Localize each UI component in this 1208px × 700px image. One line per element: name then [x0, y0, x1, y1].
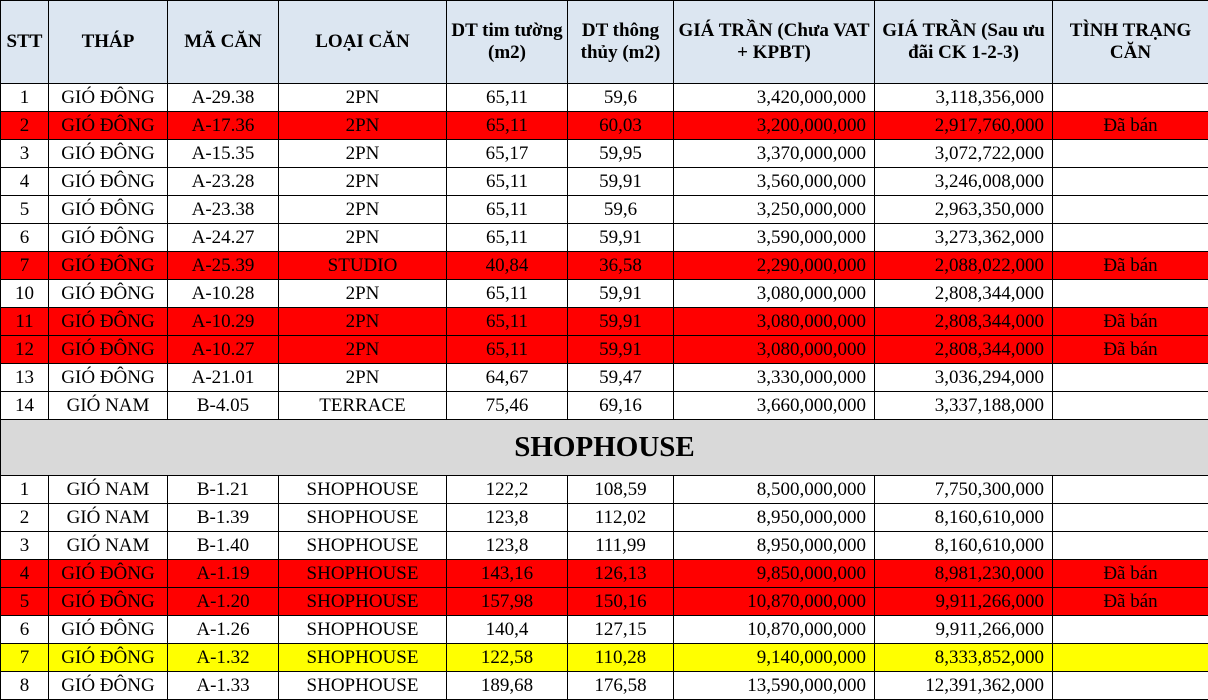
header-row — [1, 1, 1208, 84]
table-row — [1, 616, 1208, 644]
cell-tinh-trang — [1053, 504, 1208, 532]
cell-dt-thong-thuy: 59,47 — [568, 364, 674, 392]
cell-gia-tran: 3,080,000,000 — [674, 308, 875, 336]
cell-thap: GIÓ ĐÔNG — [49, 280, 168, 308]
cell-ma-can: A-25.39 — [168, 252, 279, 280]
cell-ma-can: A-1.32 — [168, 644, 279, 672]
table-row — [1, 280, 1208, 308]
cell-gia-sau-uu-dai: 3,246,008,000 — [875, 168, 1053, 196]
cell-thap: GIÓ ĐÔNG — [49, 616, 168, 644]
cell-thap: GIÓ ĐÔNG — [49, 308, 168, 336]
cell-dt-tim-tuong: 189,68 — [447, 672, 568, 700]
cell-stt: 13 — [1, 364, 49, 392]
cell-loai-can: 2PN — [279, 336, 447, 364]
cell-tinh-trang — [1053, 224, 1208, 252]
cell-stt: 3 — [1, 532, 49, 560]
cell-gia-sau-uu-dai: 3,118,356,000 — [875, 84, 1053, 112]
cell-dt-tim-tuong: 122,58 — [447, 644, 568, 672]
cell-gia-tran: 8,950,000,000 — [674, 504, 875, 532]
table-row — [1, 112, 1208, 140]
cell-ma-can: A-1.26 — [168, 616, 279, 644]
cell-thap: GIÓ ĐÔNG — [49, 112, 168, 140]
table-row — [1, 168, 1208, 196]
table-row — [1, 364, 1208, 392]
cell-ma-can: A-1.20 — [168, 588, 279, 616]
cell-loai-can: SHOPHOUSE — [279, 672, 447, 700]
cell-dt-tim-tuong: 65,11 — [447, 196, 568, 224]
cell-dt-tim-tuong: 40,84 — [447, 252, 568, 280]
cell-stt: 7 — [1, 644, 49, 672]
cell-ma-can: A-10.28 — [168, 280, 279, 308]
cell-stt: 4 — [1, 560, 49, 588]
cell-dt-thong-thuy: 112,02 — [568, 504, 674, 532]
table-row — [1, 392, 1208, 420]
cell-gia-tran: 3,250,000,000 — [674, 196, 875, 224]
cell-gia-tran: 3,370,000,000 — [674, 140, 875, 168]
cell-thap: GIÓ ĐÔNG — [49, 252, 168, 280]
cell-loai-can: 2PN — [279, 308, 447, 336]
shophouse-rows — [1, 476, 1208, 700]
cell-thap: GIÓ ĐÔNG — [49, 364, 168, 392]
cell-dt-tim-tuong: 65,11 — [447, 84, 568, 112]
header-dt-tim-tuong: DT tim tường (m2) — [447, 1, 568, 84]
cell-gia-tran: 9,140,000,000 — [674, 644, 875, 672]
cell-thap: GIÓ ĐÔNG — [49, 196, 168, 224]
cell-ma-can: B-1.39 — [168, 504, 279, 532]
cell-gia-sau-uu-dai: 7,750,300,000 — [875, 476, 1053, 504]
table-row — [1, 504, 1208, 532]
cell-loai-can: 2PN — [279, 280, 447, 308]
cell-tinh-trang — [1053, 364, 1208, 392]
cell-dt-tim-tuong: 123,8 — [447, 532, 568, 560]
cell-gia-tran: 3,080,000,000 — [674, 280, 875, 308]
table-row — [1, 252, 1208, 280]
cell-ma-can: A-1.19 — [168, 560, 279, 588]
table-row — [1, 84, 1208, 112]
cell-gia-tran: 10,870,000,000 — [674, 588, 875, 616]
cell-dt-thong-thuy: 59,91 — [568, 224, 674, 252]
cell-thap: GIÓ ĐÔNG — [49, 672, 168, 700]
cell-dt-tim-tuong: 65,11 — [447, 280, 568, 308]
cell-dt-tim-tuong: 75,46 — [447, 392, 568, 420]
cell-stt: 11 — [1, 308, 49, 336]
cell-dt-tim-tuong: 143,16 — [447, 560, 568, 588]
cell-tinh-trang — [1053, 280, 1208, 308]
cell-gia-sau-uu-dai: 2,808,344,000 — [875, 280, 1053, 308]
cell-tinh-trang: Đã bán — [1053, 588, 1208, 616]
cell-gia-tran: 3,080,000,000 — [674, 336, 875, 364]
cell-dt-thong-thuy: 110,28 — [568, 644, 674, 672]
cell-gia-sau-uu-dai: 9,911,266,000 — [875, 616, 1053, 644]
cell-stt: 8 — [1, 672, 49, 700]
cell-thap: GIÓ ĐÔNG — [49, 84, 168, 112]
cell-stt: 2 — [1, 112, 49, 140]
cell-thap: GIÓ ĐÔNG — [49, 336, 168, 364]
cell-dt-thong-thuy: 127,15 — [568, 616, 674, 644]
cell-tinh-trang: Đã bán — [1053, 112, 1208, 140]
cell-dt-tim-tuong: 65,11 — [447, 112, 568, 140]
cell-stt: 7 — [1, 252, 49, 280]
header-stt: STT — [1, 1, 49, 84]
cell-dt-tim-tuong: 65,11 — [447, 224, 568, 252]
cell-tinh-trang — [1053, 672, 1208, 700]
cell-dt-thong-thuy: 126,13 — [568, 560, 674, 588]
cell-loai-can: SHOPHOUSE — [279, 588, 447, 616]
cell-tinh-trang: Đã bán — [1053, 336, 1208, 364]
header-ma-can: MÃ CĂN — [168, 1, 279, 84]
cell-dt-thong-thuy: 59,91 — [568, 168, 674, 196]
cell-loai-can: TERRACE — [279, 392, 447, 420]
cell-stt: 1 — [1, 84, 49, 112]
cell-gia-tran: 10,870,000,000 — [674, 616, 875, 644]
cell-gia-tran: 3,420,000,000 — [674, 84, 875, 112]
cell-ma-can: B-4.05 — [168, 392, 279, 420]
cell-dt-thong-thuy: 176,58 — [568, 672, 674, 700]
cell-loai-can: 2PN — [279, 196, 447, 224]
cell-ma-can: B-1.21 — [168, 476, 279, 504]
cell-loai-can: 2PN — [279, 112, 447, 140]
cell-dt-tim-tuong: 65,17 — [447, 140, 568, 168]
cell-gia-sau-uu-dai: 3,337,188,000 — [875, 392, 1053, 420]
cell-thap: GIÓ NAM — [49, 504, 168, 532]
cell-dt-thong-thuy: 60,03 — [568, 112, 674, 140]
cell-gia-tran: 13,590,000,000 — [674, 672, 875, 700]
cell-ma-can: A-15.35 — [168, 140, 279, 168]
cell-dt-tim-tuong: 140,4 — [447, 616, 568, 644]
header-gia-tran: GIÁ TRẦN (Chưa VAT + KPBT) — [674, 1, 875, 84]
cell-gia-sau-uu-dai: 8,160,610,000 — [875, 504, 1053, 532]
header-loai-can: LOẠI CĂN — [279, 1, 447, 84]
cell-loai-can: 2PN — [279, 140, 447, 168]
header-tinh-trang: TÌNH TRẠNG CĂN — [1053, 1, 1208, 84]
cell-gia-sau-uu-dai: 3,273,362,000 — [875, 224, 1053, 252]
cell-gia-sau-uu-dai: 8,160,610,000 — [875, 532, 1053, 560]
cell-tinh-trang: Đã bán — [1053, 252, 1208, 280]
cell-gia-tran: 3,200,000,000 — [674, 112, 875, 140]
cell-gia-sau-uu-dai: 2,963,350,000 — [875, 196, 1053, 224]
cell-gia-tran: 8,950,000,000 — [674, 532, 875, 560]
cell-loai-can: 2PN — [279, 84, 447, 112]
cell-loai-can: SHOPHOUSE — [279, 616, 447, 644]
cell-stt: 2 — [1, 504, 49, 532]
cell-stt: 6 — [1, 224, 49, 252]
cell-ma-can: A-23.28 — [168, 168, 279, 196]
cell-thap: GIÓ NAM — [49, 532, 168, 560]
section-title: SHOPHOUSE — [1, 420, 1208, 476]
cell-dt-thong-thuy: 59,6 — [568, 196, 674, 224]
cell-tinh-trang — [1053, 392, 1208, 420]
cell-ma-can: A-29.38 — [168, 84, 279, 112]
cell-gia-sau-uu-dai: 2,808,344,000 — [875, 308, 1053, 336]
cell-stt: 5 — [1, 588, 49, 616]
table-row — [1, 308, 1208, 336]
cell-ma-can: B-1.40 — [168, 532, 279, 560]
cell-stt: 6 — [1, 616, 49, 644]
cell-gia-sau-uu-dai: 2,088,022,000 — [875, 252, 1053, 280]
table-row — [1, 476, 1208, 504]
cell-tinh-trang — [1053, 196, 1208, 224]
cell-dt-tim-tuong: 65,11 — [447, 336, 568, 364]
cell-tinh-trang — [1053, 644, 1208, 672]
cell-gia-sau-uu-dai: 9,911,266,000 — [875, 588, 1053, 616]
cell-dt-tim-tuong: 64,67 — [447, 364, 568, 392]
cell-stt: 5 — [1, 196, 49, 224]
cell-thap: GIÓ ĐÔNG — [49, 560, 168, 588]
cell-gia-tran: 3,560,000,000 — [674, 168, 875, 196]
cell-tinh-trang — [1053, 84, 1208, 112]
cell-stt: 14 — [1, 392, 49, 420]
cell-loai-can: SHOPHOUSE — [279, 644, 447, 672]
cell-ma-can: A-21.01 — [168, 364, 279, 392]
cell-thap: GIÓ ĐÔNG — [49, 140, 168, 168]
section-shophouse — [1, 420, 1208, 476]
cell-loai-can: 2PN — [279, 168, 447, 196]
cell-gia-tran: 3,660,000,000 — [674, 392, 875, 420]
cell-tinh-trang — [1053, 140, 1208, 168]
cell-loai-can: SHOPHOUSE — [279, 560, 447, 588]
cell-dt-thong-thuy: 59,91 — [568, 336, 674, 364]
cell-ma-can: A-17.36 — [168, 112, 279, 140]
cell-tinh-trang — [1053, 476, 1208, 504]
cell-thap: GIÓ NAM — [49, 476, 168, 504]
cell-tinh-trang — [1053, 532, 1208, 560]
table-row — [1, 560, 1208, 588]
table-row — [1, 672, 1208, 700]
cell-thap: GIÓ ĐÔNG — [49, 224, 168, 252]
header-thap: THÁP — [49, 1, 168, 84]
cell-gia-sau-uu-dai: 12,391,362,000 — [875, 672, 1053, 700]
table-row — [1, 140, 1208, 168]
cell-dt-tim-tuong: 65,11 — [447, 308, 568, 336]
table-row — [1, 644, 1208, 672]
table-row — [1, 196, 1208, 224]
section-row — [1, 420, 1208, 476]
cell-thap: GIÓ ĐÔNG — [49, 644, 168, 672]
cell-tinh-trang: Đã bán — [1053, 308, 1208, 336]
cell-gia-sau-uu-dai: 3,036,294,000 — [875, 364, 1053, 392]
cell-thap: GIÓ NAM — [49, 392, 168, 420]
apartment-rows — [1, 84, 1208, 420]
cell-gia-tran: 2,290,000,000 — [674, 252, 875, 280]
cell-ma-can: A-24.27 — [168, 224, 279, 252]
cell-dt-thong-thuy: 59,6 — [568, 84, 674, 112]
cell-tinh-trang — [1053, 168, 1208, 196]
cell-stt: 1 — [1, 476, 49, 504]
table-row — [1, 224, 1208, 252]
cell-ma-can: A-10.27 — [168, 336, 279, 364]
cell-loai-can: 2PN — [279, 224, 447, 252]
cell-gia-tran: 8,500,000,000 — [674, 476, 875, 504]
table-row — [1, 336, 1208, 364]
cell-stt: 4 — [1, 168, 49, 196]
cell-ma-can: A-1.33 — [168, 672, 279, 700]
cell-gia-sau-uu-dai: 8,333,852,000 — [875, 644, 1053, 672]
header-dt-thong-thuy: DT thông thủy (m2) — [568, 1, 674, 84]
cell-stt: 12 — [1, 336, 49, 364]
cell-loai-can: 2PN — [279, 364, 447, 392]
cell-dt-tim-tuong: 157,98 — [447, 588, 568, 616]
cell-loai-can: STUDIO — [279, 252, 447, 280]
cell-gia-sau-uu-dai: 2,808,344,000 — [875, 336, 1053, 364]
cell-thap: GIÓ ĐÔNG — [49, 588, 168, 616]
cell-dt-thong-thuy: 36,58 — [568, 252, 674, 280]
header-gia-sau-uu-dai: GIÁ TRẦN (Sau ưu đãi CK 1-2-3) — [875, 1, 1053, 84]
cell-tinh-trang — [1053, 616, 1208, 644]
table-row — [1, 588, 1208, 616]
cell-stt: 3 — [1, 140, 49, 168]
cell-gia-tran: 3,330,000,000 — [674, 364, 875, 392]
cell-dt-tim-tuong: 122,2 — [447, 476, 568, 504]
cell-dt-thong-thuy: 69,16 — [568, 392, 674, 420]
cell-loai-can: SHOPHOUSE — [279, 532, 447, 560]
cell-dt-tim-tuong: 65,11 — [447, 168, 568, 196]
cell-gia-sau-uu-dai: 2,917,760,000 — [875, 112, 1053, 140]
cell-gia-tran: 3,590,000,000 — [674, 224, 875, 252]
cell-tinh-trang: Đã bán — [1053, 560, 1208, 588]
cell-loai-can: SHOPHOUSE — [279, 504, 447, 532]
cell-loai-can: SHOPHOUSE — [279, 476, 447, 504]
cell-dt-thong-thuy: 59,91 — [568, 280, 674, 308]
cell-gia-tran: 9,850,000,000 — [674, 560, 875, 588]
cell-dt-thong-thuy: 59,95 — [568, 140, 674, 168]
cell-gia-sau-uu-dai: 3,072,722,000 — [875, 140, 1053, 168]
cell-stt: 10 — [1, 280, 49, 308]
cell-dt-tim-tuong: 123,8 — [447, 504, 568, 532]
cell-thap: GIÓ ĐÔNG — [49, 168, 168, 196]
cell-dt-thong-thuy: 111,99 — [568, 532, 674, 560]
cell-ma-can: A-23.38 — [168, 196, 279, 224]
cell-gia-sau-uu-dai: 8,981,230,000 — [875, 560, 1053, 588]
cell-dt-thong-thuy: 59,91 — [568, 308, 674, 336]
table-row — [1, 532, 1208, 560]
cell-dt-thong-thuy: 150,16 — [568, 588, 674, 616]
cell-ma-can: A-10.29 — [168, 308, 279, 336]
cell-dt-thong-thuy: 108,59 — [568, 476, 674, 504]
